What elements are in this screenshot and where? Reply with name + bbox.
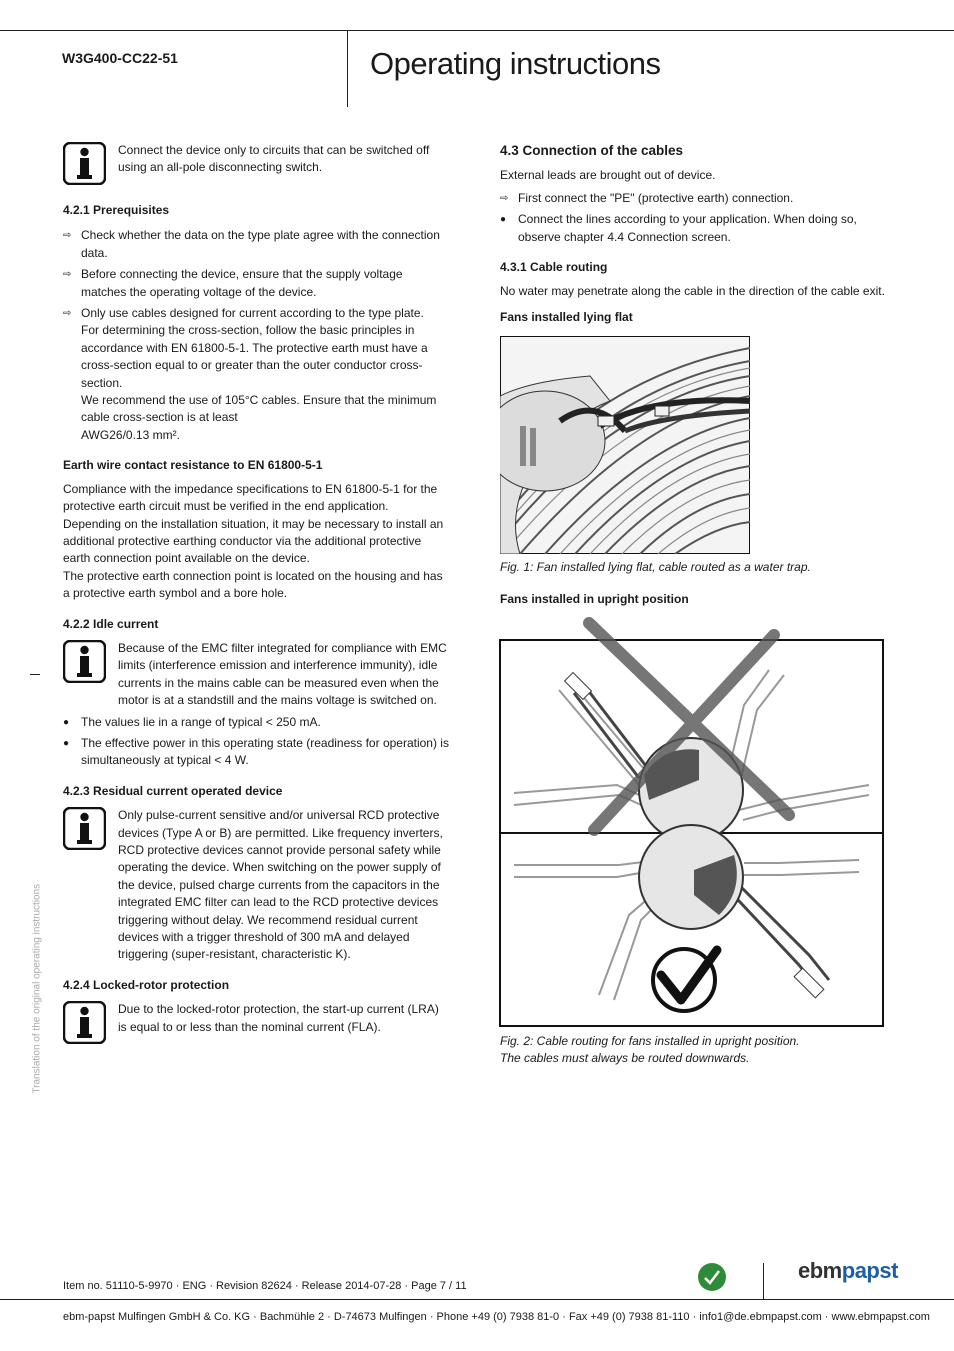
- bullet-icon: ●: [63, 737, 70, 749]
- section-heading: 4.3.1 Cable routing: [500, 260, 608, 275]
- bullet-icon: ●: [500, 214, 507, 226]
- info-note: [63, 807, 450, 964]
- fig2-caption: [500, 1033, 890, 1068]
- list-item: ● The values lie in a range of typical < 250 mA.: [63, 714, 450, 731]
- header-divider: [347, 30, 348, 107]
- section-heading: 4.2.4 Locked-rotor protection: [63, 977, 230, 992]
- prerequisites-list: [63, 227, 450, 444]
- list-item-detail: For determining the cross-section, follow the basic principles in accordance with EN 61800-5-1. The protective earth must have a cross-section equal to or greater than the outer conductor cross-section.: [81, 323, 428, 390]
- header-top-rule: [0, 30, 954, 31]
- greentech-badge-icon: [697, 1262, 727, 1292]
- page-title: Operating instructions: [370, 46, 661, 81]
- info-note-text: Connect the device only to circuits that can be switched off using an all-pole disconnecting switch.: [118, 143, 430, 175]
- arrow-icon: ⇨: [63, 269, 72, 281]
- subheading: Fans installed in upright position: [500, 592, 689, 606]
- list-item: ● The effective power in this operating state (readiness for operation) is simultaneously at typical < 4 W.: [63, 735, 449, 768]
- paragraph: Compliance with the impedance specifications to EN 61800-5-1 for the protective earth circuit must be verified in the end application.: [63, 481, 438, 514]
- section-heading: 4.2.3 Residual current operated device: [63, 783, 283, 798]
- fig2-caption-line: The cables must always be routed downwards.: [500, 1051, 750, 1066]
- list-item: ⇨ Check whether the data on the type plate agree with the connection data.: [63, 228, 440, 260]
- info-note: [63, 640, 450, 710]
- left-column: [63, 142, 450, 1045]
- section-heading: 4.3 Connection of the cables: [500, 143, 684, 158]
- footer-item-info: Item no. 51110-5-9970 · ENG · Revision 82624 · Release 2014-07-28 · Page 7 / 11: [63, 1280, 467, 1292]
- section-heading: 4.2.1 Prerequisites: [63, 203, 170, 217]
- paragraph: Depending on the installation situation, it may be necessary to install an additional protective earthing conductor via the additional protective earth connection point available on the device.: [63, 516, 444, 566]
- info-icon: [63, 807, 106, 850]
- list-item: ⇨ Only use cables designed for current according to the type plate. For determining the cross-section, follow the basic principles in accordance with EN 61800-5-1. The protective earth must have a cross-section equal to or greater than the outer conductor cross-section. We recommend the use of 105°C cables. Ensure that the minimum cable cross-section is at least AWG26/0.13 mm².: [63, 305, 450, 444]
- section-heading: Earth wire contact resistance to EN 61800-5-1: [63, 458, 323, 473]
- section-heading: 4.2.2 Idle current: [63, 616, 159, 631]
- subheading: Fans installed lying flat: [500, 309, 633, 324]
- connection-list: [500, 190, 890, 246]
- right-column: [500, 142, 890, 326]
- arrow-icon: ⇨: [63, 308, 72, 320]
- paragraph: No water may penetrate along the cable in the direction of the cable exit.: [500, 284, 885, 299]
- footer-divider: [763, 1263, 764, 1299]
- bullet-icon: ●: [63, 716, 70, 728]
- fig1-caption: Fig. 1: Fan installed lying flat, cable routed as a water trap.: [500, 560, 811, 574]
- list-item: ⇨ First connect the "PE" (protective earth) connection.: [500, 190, 890, 207]
- paragraph: External leads are brought out of device.: [500, 168, 716, 183]
- info-note-text: Only pulse-current sensitive and/or universal RCD protective devices (Type A or B) are permitted. Like frequency inverters, RCD protective devices cannot provide personal safety while operating the device. When switching on the power supply of the device, pulsed charge currents from the capacitors in the integrated EMC filter can lead to the RCD protective devices triggering without delay. We recommend residual current devices with a trigger threshold of 300 mA and delayed triggering (super-resistant, characteristic K).: [118, 808, 443, 962]
- info-note-text: Due to the locked-rotor protection, the start-up current (LRA) is equal to or less than the nominal current (FLA).: [118, 1002, 439, 1034]
- fig2-caption-line: Fig. 2: Cable routing for fans installed in upright position.: [500, 1034, 800, 1048]
- fig2-fan-upright-illustration: [499, 615, 885, 1028]
- info-icon: [63, 640, 106, 683]
- arrow-icon: ⇨: [63, 230, 72, 242]
- ebmpapst-logo: ebmpapst: [798, 1258, 898, 1283]
- footer-company-info: ebm-papst Mulfingen GmbH & Co. KG · Bachmühle 2 · D-74673 Mulfingen · Phone +49 (0) 7938 81-0 · Fax +49 (0) 7938 81-110 · info1@de.ebmpapst.com · www.ebmpapst.com: [63, 1311, 930, 1323]
- info-icon: [63, 142, 106, 185]
- info-note: [63, 142, 450, 194]
- list-item: ● Connect the lines according to your application. When doing so, observe chapter 4.4 Connection screen.: [500, 212, 857, 244]
- list-item: ⇨ Before connecting the device, ensure that the supply voltage matches the operating voltage of the device.: [63, 267, 403, 299]
- paragraph: The protective earth connection point is located on the housing and has a protective earth symbol and a bore hole.: [63, 568, 443, 601]
- model-number: W3G400-CC22-51: [62, 50, 178, 66]
- info-note: [63, 1001, 450, 1045]
- margin-tick: [30, 674, 40, 675]
- list-item-detail: We recommend the use of 105°C cables. Ensure that the minimum cable cross-section is at least: [81, 393, 437, 425]
- arrow-icon: ⇨: [500, 192, 509, 204]
- list-item-detail: AWG26/0.13 mm².: [81, 427, 180, 442]
- idle-current-list: [63, 714, 450, 770]
- footer-rule: [0, 1299, 954, 1300]
- info-note-text: Because of the EMC filter integrated for compliance with EMC limits (interference emission and interference immunity), idle currents in the mains cable can be measured even when the motor is at a standstill and the mains voltage is switched on.: [118, 640, 447, 708]
- info-icon: [63, 1001, 106, 1044]
- fig1-fan-lying-flat-illustration: [500, 336, 750, 554]
- sidebar-translation-note: Translation of the original operating instructions: [31, 883, 43, 1094]
